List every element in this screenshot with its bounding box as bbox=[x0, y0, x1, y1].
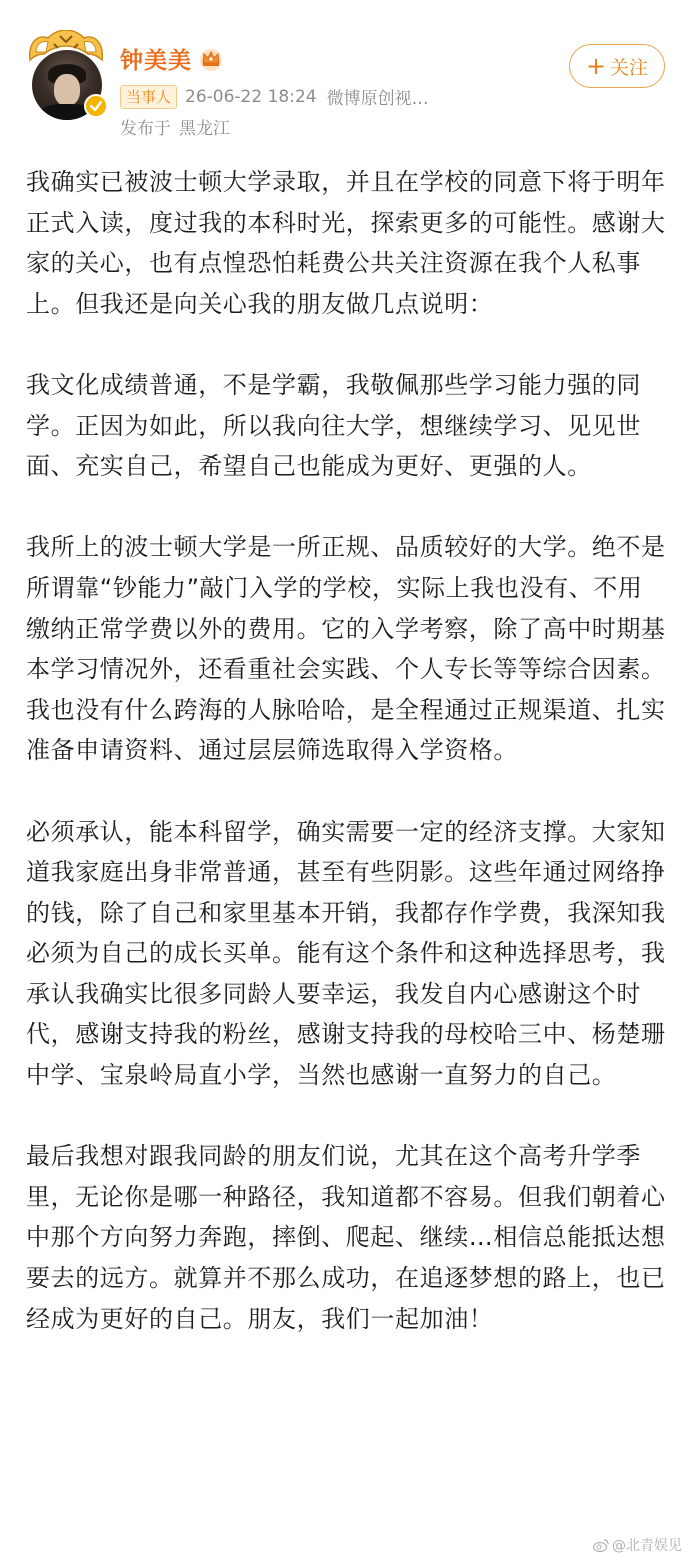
crown-icon bbox=[198, 46, 224, 72]
post-source[interactable]: 微博原创视… bbox=[326, 89, 429, 109]
post-paragraph: 我确实已被波士顿大学录取，并且在学校的同意下将于明年正式入读，度过我的本科时光，探索更多的可能性。感谢大家的关心，也有点惶恐怕耗费公共关注资源在我个人私事上。但我还是向关心我的朋友做几点说明： bbox=[26, 168, 666, 318]
post-meta bbox=[120, 84, 429, 109]
post-location bbox=[120, 114, 230, 139]
weibo-icon bbox=[593, 1538, 609, 1552]
username[interactable]: 钟美美 bbox=[120, 48, 192, 74]
post-paragraph: 必须承认，能本科留学，确实需要一定的经济支撑。大家知道我家庭出身非常普通，甚至有些阴影。这些年通过网络挣的钱，除了自己和家里基本开销，我都存作学费，我深知我必须为自己的成长买单。能有这个条件和这种选择思考，我承认我确实比很多同龄人要幸运，我发自内心感谢这个时代，感谢支持我的粉丝，感谢支持我的母校哈三中、杨楚珊中学、宝泉岭局直小学，当然也感谢一直努力的自己。 bbox=[26, 817, 666, 1090]
tiger-ears-frame-icon bbox=[24, 30, 108, 90]
location-name: 黑龙江 bbox=[179, 119, 230, 139]
post-header bbox=[0, 0, 690, 150]
verified-badge-icon bbox=[84, 94, 108, 118]
post-body bbox=[26, 162, 666, 1339]
post-paragraph: 我文化成绩普通，不是学霸，我敬佩那些学习能力强的同学。正因为如此，所以我向往大学，想继续学习、见见世面、充实自己，希望自己也能成为更好、更强的人。 bbox=[26, 370, 641, 481]
post-paragraph: 最后我想对跟我同龄的朋友们说，尤其在这个高考升学季里，无论你是哪一种路径，我知道都不容易。但我们朝着心中那个方向努力奔跑，摔倒、爬起、继续…相信总能抵达想要去的远方。就算并不那么成功，在追逐梦想的路上，也已经成为更好的自己。朋友，我们一起加油！ bbox=[26, 1142, 666, 1333]
post-time: 26-06-22 18:24 bbox=[185, 86, 317, 107]
party-tag: 当事人 bbox=[120, 85, 177, 109]
post-paragraph: 我所上的波士顿大学是一所正规、品质较好的大学。绝不是所谓靠“钞能力”敲门入学的学校，实际上我也没有、不用缴纳正常学费以外的费用。它的入学考察，除了高中时期基本学习情况外，还看重社会实践、个人专长等等综合因素。我也没有什么跨海的人脉哈哈，是全程通过正规渠道、扎实准备申请资料、通过层层筛选取得入学资格。 bbox=[26, 533, 666, 765]
watermark bbox=[593, 1535, 682, 1555]
watermark-text: @北青娱见 bbox=[612, 1538, 682, 1554]
follow-button[interactable] bbox=[569, 44, 665, 88]
location-prefix: 发布于 bbox=[120, 119, 171, 139]
username-row bbox=[120, 42, 224, 75]
follow-button-label: 关注 bbox=[610, 56, 649, 79]
avatar[interactable] bbox=[24, 30, 108, 114]
plus-icon: + bbox=[585, 52, 607, 80]
